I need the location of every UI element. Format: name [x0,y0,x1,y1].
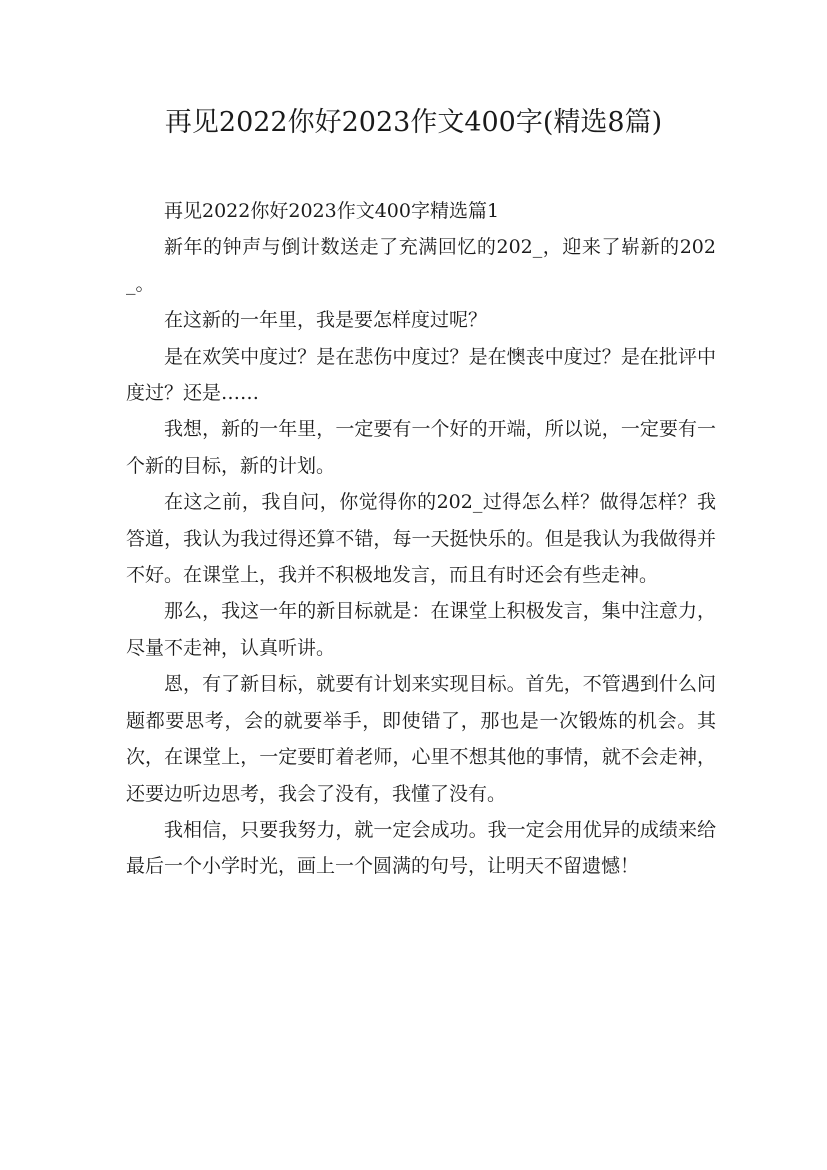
paragraph: 新年的钟声与倒计数送走了充满回忆的202_，迎来了崭新的202_。 [126,236,716,295]
paragraph: 我想，新的一年里，一定要有一个好的开端，所以说，一定要有一个新的目标，新的计划。 [126,418,716,477]
paragraph: 是在欢笑中度过？是在悲伤中度过？是在懊丧中度过？是在批评中度过？还是…… [126,345,716,405]
section-heading: 再见2022你好2023作文400字精选篇1 [164,200,500,222]
paragraph: 在这新的一年里，我是要怎样度过呢？ [164,309,488,332]
document-body [126,193,716,885]
paragraph: 在这之前，我自问，你觉得你的202_过得怎么样？做得怎样？我答道，我认为我过得还算不错，每一天挺快乐的。但是我认为我做得并不好。在课堂上，我并不积极地发言，而且有时还会有些走神。 [126,491,716,587]
paragraph: 我相信，只要我努力，就一定会成功。我一定会用优异的成绩来给最后一个小学时光，画上一个圆满的句号，让明天不留遗憾！ [126,818,716,878]
paragraph: 恩，有了新目标，就要有计划来实现目标。首先，不管遇到什么问题都要思考，会的就要举手，即使错了，那也是一次锻炼的机会。其次，在课堂上，一定要盯着老师，心里不想其他的事情，就不会走神，还要边听边思考，我会了没有，我懂了没有。 [126,673,716,805]
document-title: 再见2022你好2023作文400字(精选8篇) [164,107,663,138]
paragraph: 那么，我这一年的新目标就是：在课堂上积极发言，集中注意力，尽量不走神，认真听讲。 [126,600,716,659]
